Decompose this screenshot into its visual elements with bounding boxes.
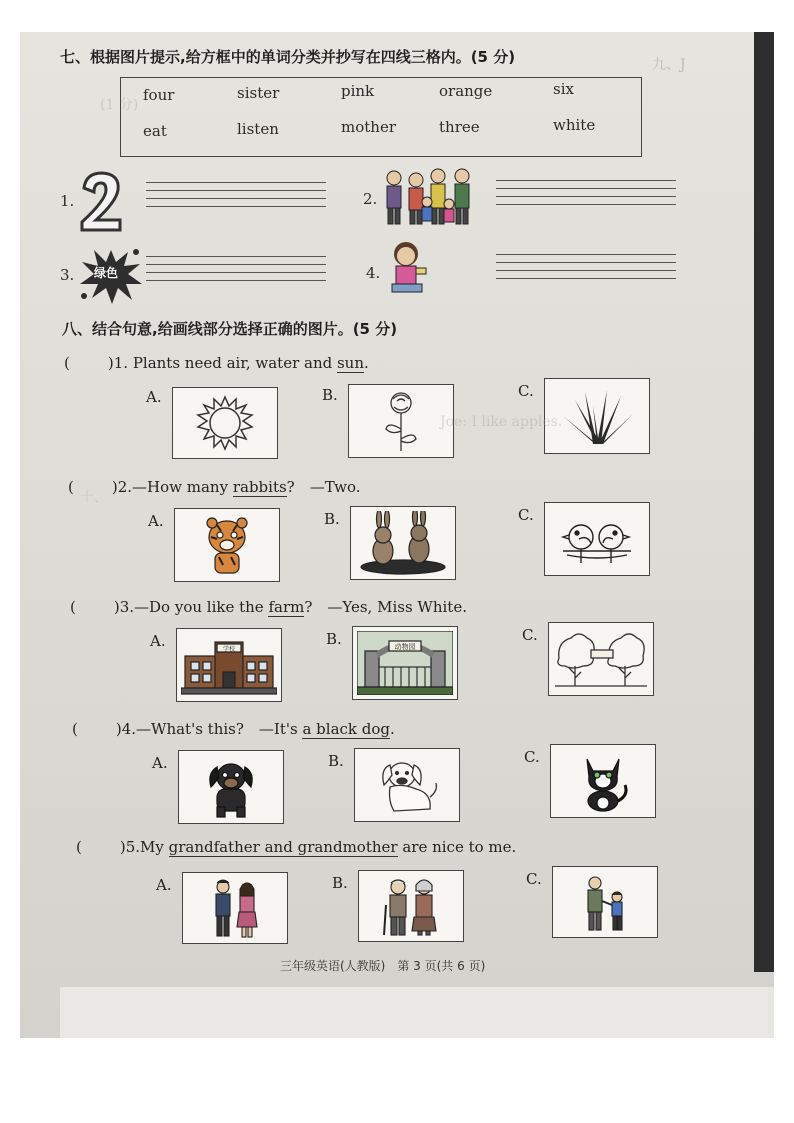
answer-bracket-close: )	[113, 598, 120, 616]
option-label: B.	[324, 510, 340, 528]
word-item: six	[553, 80, 574, 98]
question-text-end: ? —Two.	[286, 478, 361, 496]
next-page-edge	[60, 987, 774, 1038]
item-number: 3.	[60, 266, 75, 284]
question-text-end: .	[364, 354, 369, 372]
option-label: A.	[150, 632, 166, 650]
answer-bracket-close: )	[111, 478, 118, 496]
section8-title: 八、结合句意,给画线部分选择正确的图片。(5 分)	[62, 320, 398, 338]
question-2	[68, 476, 361, 497]
writing-lines[interactable]	[146, 182, 326, 214]
school-building-icon[interactable]	[176, 628, 282, 702]
bleed-through-text: 九、J	[652, 57, 686, 73]
question-number: 5.	[125, 838, 141, 856]
black-dog-icon[interactable]	[178, 750, 284, 824]
option-label: A.	[156, 876, 172, 894]
question-number: 4.	[121, 720, 137, 738]
option-label: A.	[148, 512, 164, 530]
option-label: A.	[146, 388, 162, 406]
answer-bracket-open[interactable]: (	[64, 354, 70, 372]
section7-title: 七、根据图片提示,给方框中的单词分类并抄写在四线三格内。(5 分)	[60, 48, 516, 66]
two-birds-icon[interactable]	[544, 502, 650, 576]
flower-icon[interactable]	[348, 384, 454, 458]
item-number: 2.	[363, 190, 378, 208]
bleed-through-text: (1 分)	[100, 97, 139, 113]
question-text: —How many	[132, 478, 233, 496]
question-text: My	[140, 838, 169, 856]
word-item: eat	[143, 122, 167, 140]
white-dog-icon[interactable]	[354, 748, 460, 822]
option-label: C.	[518, 506, 534, 524]
underlined-word: rabbits	[232, 478, 287, 496]
option-label: A.	[152, 754, 168, 772]
question-1	[64, 354, 369, 372]
answer-bracket-close: )	[107, 354, 114, 372]
option-label: C.	[524, 748, 540, 766]
option-label: B.	[322, 386, 338, 404]
word-item: four	[143, 86, 175, 104]
word-item: mother	[341, 118, 396, 136]
question-text-end: .	[390, 720, 395, 738]
underlined-word: a black dog	[302, 720, 390, 738]
writing-lines[interactable]	[496, 254, 676, 286]
word-box	[120, 77, 642, 157]
underlined-word: farm	[268, 598, 305, 616]
option-label: B.	[328, 752, 344, 770]
zoo-gate-icon[interactable]	[352, 626, 458, 700]
word-item: pink	[341, 82, 375, 100]
parents-icon[interactable]	[182, 872, 288, 944]
question-number: 3.	[119, 598, 135, 616]
two-rabbits-icon[interactable]	[350, 506, 456, 580]
grandparents-icon[interactable]	[358, 870, 464, 942]
underlined-word: grandfather and grandmother	[168, 838, 398, 856]
question-text: Plants need air, water and	[132, 354, 337, 372]
paint-label: 绿色	[94, 266, 119, 280]
answer-bracket-open[interactable]: (	[70, 598, 76, 616]
school-sign: 学校	[222, 646, 236, 653]
option-label: C.	[522, 626, 538, 644]
word-item: orange	[439, 82, 493, 100]
question-text: —What's this? —It's	[136, 720, 303, 738]
question-number: 1.	[113, 354, 129, 372]
bleed-through-text: 十、	[80, 490, 108, 506]
writing-lines[interactable]	[146, 256, 326, 288]
sun-icon[interactable]	[172, 387, 278, 459]
farm-trees-icon[interactable]	[548, 622, 654, 696]
answer-bracket-open[interactable]: (	[76, 838, 82, 856]
underlined-word: sun	[336, 354, 365, 372]
writing-lines[interactable]	[496, 180, 676, 212]
answer-bracket-close: )	[119, 838, 126, 856]
question-4	[72, 718, 395, 739]
bleed-through-text: Joe: I like apples.	[440, 414, 563, 430]
option-label: C.	[526, 870, 542, 888]
word-item: white	[553, 116, 596, 134]
black-cat-icon[interactable]	[550, 744, 656, 818]
question-5	[76, 838, 516, 856]
question-text-end: are nice to me.	[397, 838, 517, 856]
word-item: three	[439, 118, 480, 136]
answer-bracket-open[interactable]: (	[72, 720, 78, 738]
girl-eating-icon	[386, 238, 432, 304]
answer-bracket-open[interactable]: (	[68, 478, 74, 496]
page-footer: 三年级英语(人教版) 第 3 页(共 6 页)	[280, 959, 486, 973]
green-paint-splash-icon	[76, 242, 146, 306]
page-edge-shadow	[754, 32, 774, 972]
word-item: sister	[237, 84, 280, 102]
zoo-sign: 动物园	[394, 643, 416, 651]
worksheet-photo	[20, 32, 774, 1038]
grandpa-child-icon[interactable]	[552, 866, 658, 938]
question-3	[70, 596, 467, 617]
question-text-end: ? —Yes, Miss White.	[304, 598, 467, 616]
option-label: B.	[332, 874, 348, 892]
tiger-icon[interactable]	[174, 508, 280, 582]
option-label: C.	[518, 382, 534, 400]
item-number: 4.	[366, 264, 381, 282]
family-icon	[382, 166, 478, 232]
option-label: B.	[326, 630, 342, 648]
number-two-icon	[78, 170, 124, 236]
item-number: 1.	[60, 192, 75, 210]
question-number: 2.	[117, 478, 133, 496]
question-text: —Do you like the	[134, 598, 269, 616]
answer-bracket-close: )	[115, 720, 122, 738]
word-item: listen	[237, 120, 279, 138]
